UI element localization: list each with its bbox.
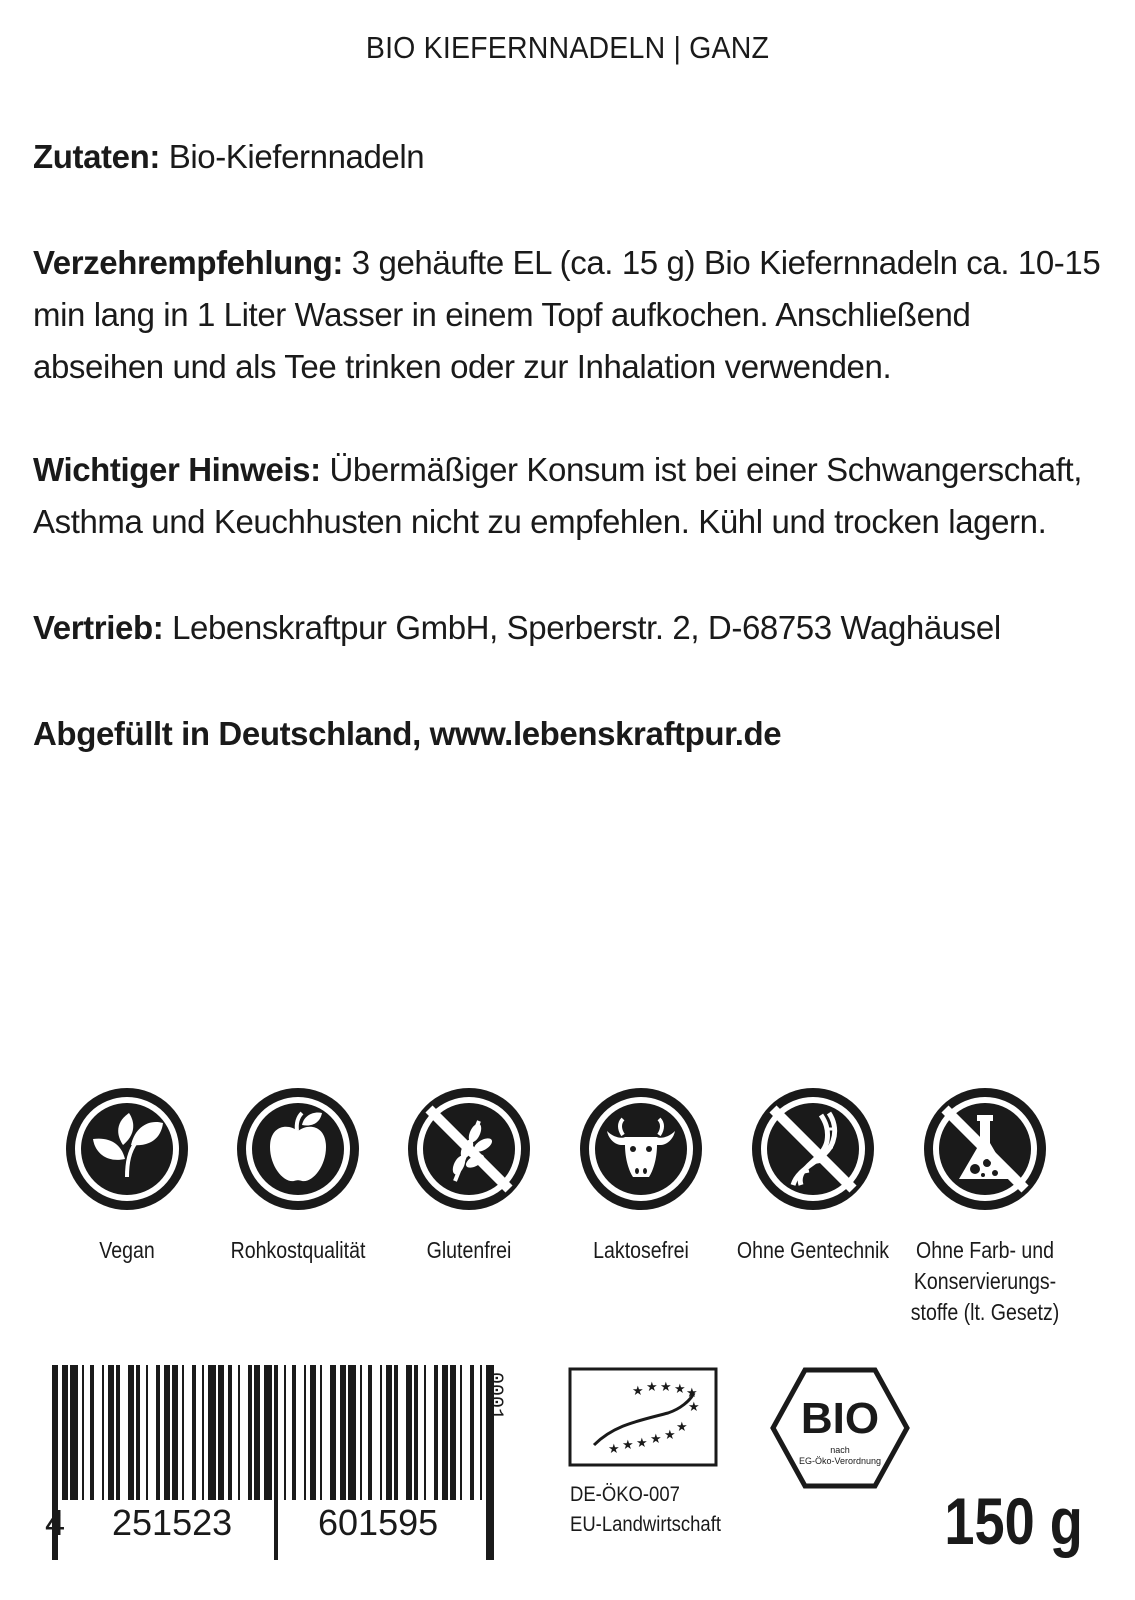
lactose-free-label: Laktosefrei bbox=[593, 1237, 689, 1263]
barcode-first-digit: 4 bbox=[45, 1502, 66, 1543]
svg-text:★: ★ bbox=[646, 1380, 658, 1395]
net-weight: 150 g bbox=[944, 1484, 1083, 1558]
barcode-bar bbox=[248, 1365, 252, 1500]
svg-text:★: ★ bbox=[686, 1386, 698, 1401]
barcode-bar bbox=[70, 1365, 78, 1500]
barcode-bar bbox=[254, 1365, 260, 1500]
barcode-bar bbox=[62, 1365, 68, 1500]
usage-text: 3 gehäufte EL (ca. 15 g) Bio Kiefernnadeln ca. 10-15 min lang in 1 Liter Wasser in einem Topf aufkochen. Anschließend abseihen und als Tee trinken oder zur Inhalation verwenden. bbox=[33, 244, 1101, 385]
vegan-icon bbox=[63, 1085, 191, 1213]
barcode-bar bbox=[394, 1365, 398, 1500]
barcode-group-2: 601595 bbox=[318, 1502, 439, 1543]
barcode-bar bbox=[116, 1365, 120, 1500]
barcode-bar bbox=[360, 1365, 362, 1500]
barcode-bar bbox=[102, 1365, 104, 1500]
feature-icons bbox=[0, 1085, 1135, 1335]
eu-organic-code bbox=[570, 1480, 721, 1540]
no-additives-icon bbox=[921, 1085, 1049, 1213]
barcode-bar bbox=[380, 1365, 382, 1500]
barcode-bar bbox=[310, 1365, 316, 1500]
barcode-bar bbox=[156, 1365, 160, 1500]
svg-text:★: ★ bbox=[660, 1380, 672, 1395]
svg-text:★: ★ bbox=[664, 1428, 676, 1443]
svg-text:★: ★ bbox=[676, 1420, 688, 1435]
barcode-bar bbox=[330, 1365, 336, 1500]
barcode-bar bbox=[368, 1365, 372, 1500]
svg-text:★: ★ bbox=[674, 1382, 686, 1397]
svg-text:★: ★ bbox=[622, 1438, 634, 1453]
barcode-bar bbox=[238, 1365, 240, 1500]
barcode-bar bbox=[228, 1365, 232, 1500]
barcode-bar bbox=[442, 1365, 448, 1500]
gluten-free-icon bbox=[405, 1085, 533, 1213]
barcode-bar bbox=[218, 1365, 224, 1500]
svg-text:★: ★ bbox=[650, 1432, 662, 1447]
barcode-bar bbox=[348, 1365, 356, 1500]
barcode-bar bbox=[304, 1365, 306, 1500]
barcode-bar bbox=[434, 1365, 438, 1500]
barcode-bar bbox=[202, 1365, 204, 1500]
barcode-bar bbox=[182, 1365, 184, 1500]
barcode-bar bbox=[264, 1365, 272, 1500]
barcode-bar bbox=[320, 1365, 322, 1500]
warning-section bbox=[33, 444, 1108, 548]
ean-barcode bbox=[40, 1365, 510, 1570]
usage-label: Verzehrempfehlung: bbox=[33, 244, 344, 281]
barcode-bar bbox=[82, 1365, 84, 1500]
svg-text:★: ★ bbox=[632, 1384, 644, 1399]
barcode-bar bbox=[292, 1365, 296, 1500]
ingredients-text: Bio-Kiefernnadeln bbox=[159, 138, 425, 175]
svg-text:★: ★ bbox=[688, 1400, 700, 1415]
ingredients-label: Zutaten: bbox=[33, 138, 160, 175]
bottling-line: Abgefüllt in Deutschland, www.lebenskraftpur.de bbox=[33, 715, 782, 752]
barcode-bar bbox=[406, 1365, 412, 1500]
svg-text:★: ★ bbox=[636, 1436, 648, 1451]
control-code: DE-ÖKO-007 bbox=[570, 1483, 680, 1506]
bio-seal-sub2: EG-Öko-Verordnung bbox=[798, 1456, 882, 1466]
barcode-bar bbox=[146, 1365, 148, 1500]
barcode-bar bbox=[164, 1365, 170, 1500]
barcode-bar bbox=[480, 1365, 482, 1500]
ingredients-section bbox=[33, 131, 1108, 183]
barcode-bar bbox=[274, 1365, 278, 1560]
barcode-bar bbox=[108, 1365, 114, 1500]
apple-icon bbox=[234, 1085, 362, 1213]
raw-quality-label: Rohkostqualität bbox=[230, 1237, 366, 1263]
barcode-side-number: 0001 bbox=[483, 1372, 506, 1421]
bio-seal-sub1: nach bbox=[830, 1445, 850, 1455]
barcode-bar bbox=[192, 1365, 196, 1500]
no-gmo-icon bbox=[749, 1085, 877, 1213]
bio-seal-logo bbox=[770, 1367, 910, 1489]
bio-seal-word: BIO bbox=[800, 1394, 880, 1443]
barcode-bar bbox=[90, 1365, 94, 1500]
barcode-bar bbox=[450, 1365, 456, 1500]
barcode-bar bbox=[470, 1365, 474, 1500]
barcode-bar bbox=[340, 1365, 346, 1500]
origin-text: EU-Landwirtschaft bbox=[570, 1513, 721, 1536]
eu-organic-logo bbox=[568, 1367, 718, 1467]
barcode-bar bbox=[284, 1365, 286, 1500]
no-additives-label: Ohne Farb- und Konservierungs-stoffe (lt. Gesetz) bbox=[910, 1237, 1060, 1325]
warning-text: Übermäßiger Konsum ist bei einer Schwangerschaft, Asthma und Keuchhusten nicht zu empfehlen. Kühl und trocken lagern. bbox=[33, 451, 1083, 540]
barcode-bar bbox=[414, 1365, 418, 1500]
barcode-bar bbox=[172, 1365, 178, 1500]
barcode-group-1: 251523 bbox=[112, 1502, 233, 1543]
barcode-bar bbox=[128, 1365, 134, 1500]
product-title: BIO KIEFERNNADELN | GANZ bbox=[365, 30, 770, 65]
barcode-bar bbox=[136, 1365, 140, 1500]
barcode-bar bbox=[208, 1365, 216, 1500]
barcode-bar bbox=[460, 1365, 462, 1500]
barcode-bar bbox=[386, 1365, 392, 1500]
svg-text:★: ★ bbox=[608, 1442, 620, 1457]
warning-label: Wichtiger Hinweis: bbox=[33, 451, 321, 488]
barcode-bar bbox=[424, 1365, 426, 1500]
distributor-section bbox=[33, 602, 1108, 654]
distributor-label: Vertrieb: bbox=[33, 609, 164, 646]
vegan-label: Vegan bbox=[99, 1237, 155, 1263]
usage-section bbox=[33, 237, 1108, 393]
gluten-free-label: Glutenfrei bbox=[426, 1237, 512, 1263]
distributor-text: Lebenskraftpur GmbH, Sperberstr. 2, D-68753 Waghäusel bbox=[163, 609, 1001, 646]
lactose-free-icon bbox=[577, 1085, 705, 1213]
no-gmo-label: Ohne Gentechnik bbox=[736, 1237, 890, 1263]
